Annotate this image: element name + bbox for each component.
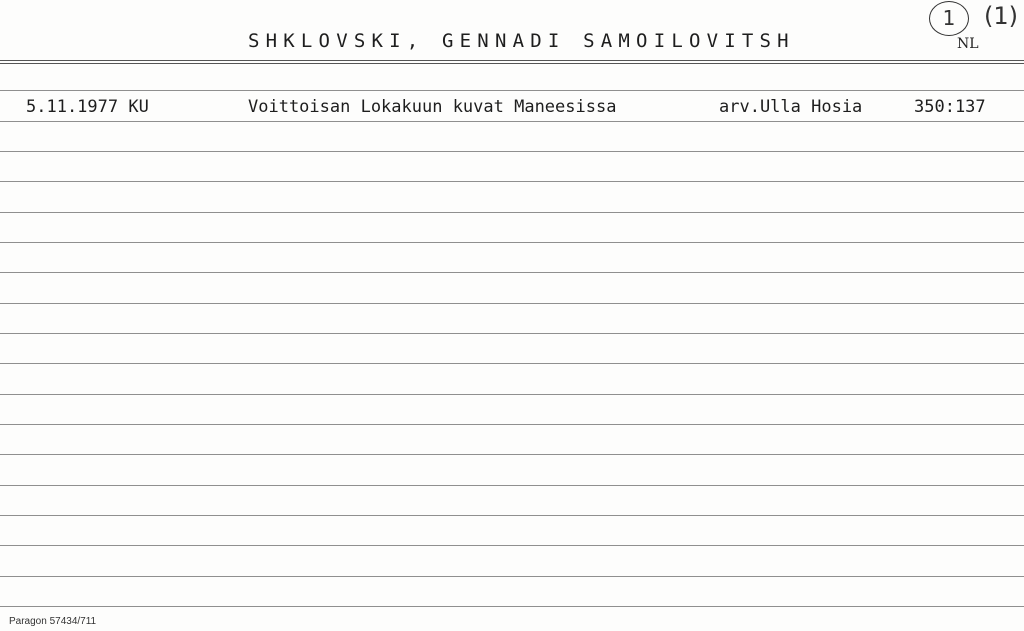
- printer-imprint: Paragon 57434/711: [9, 616, 97, 627]
- entry-date: 5.11.1977 KU: [26, 97, 149, 117]
- circled-number-mark: 1: [929, 1, 969, 36]
- rule-line: [0, 576, 1024, 577]
- rule-line: [0, 363, 1024, 364]
- card-heading: SHKLOVSKI, GENNADI SAMOILOVITSH: [248, 30, 795, 52]
- rule-line: [0, 181, 1024, 182]
- rule-line: [0, 545, 1024, 546]
- rule-line: [0, 90, 1024, 91]
- header-rule: [0, 60, 1024, 61]
- rule-line: [0, 485, 1024, 486]
- rule-line: [0, 272, 1024, 273]
- rule-line: [0, 515, 1024, 516]
- rule-line: [0, 303, 1024, 304]
- rule-line: [0, 242, 1024, 243]
- rule-line: [0, 424, 1024, 425]
- header-rule-second: [0, 63, 1024, 64]
- location-code: NL: [957, 36, 979, 52]
- rule-line: [0, 212, 1024, 213]
- rule-line: [0, 454, 1024, 455]
- rule-line: [0, 333, 1024, 334]
- rule-line: [0, 151, 1024, 152]
- entry-title: Voittoisan Lokakuun kuvat Maneesissa: [248, 97, 617, 117]
- rule-line: [0, 394, 1024, 395]
- entry-code: 350:137: [914, 97, 986, 117]
- rule-line: [0, 606, 1024, 607]
- entry-author: arv.Ulla Hosia: [719, 97, 863, 117]
- parenthesized-number-mark: (1): [984, 2, 1018, 30]
- rule-line: [0, 121, 1024, 122]
